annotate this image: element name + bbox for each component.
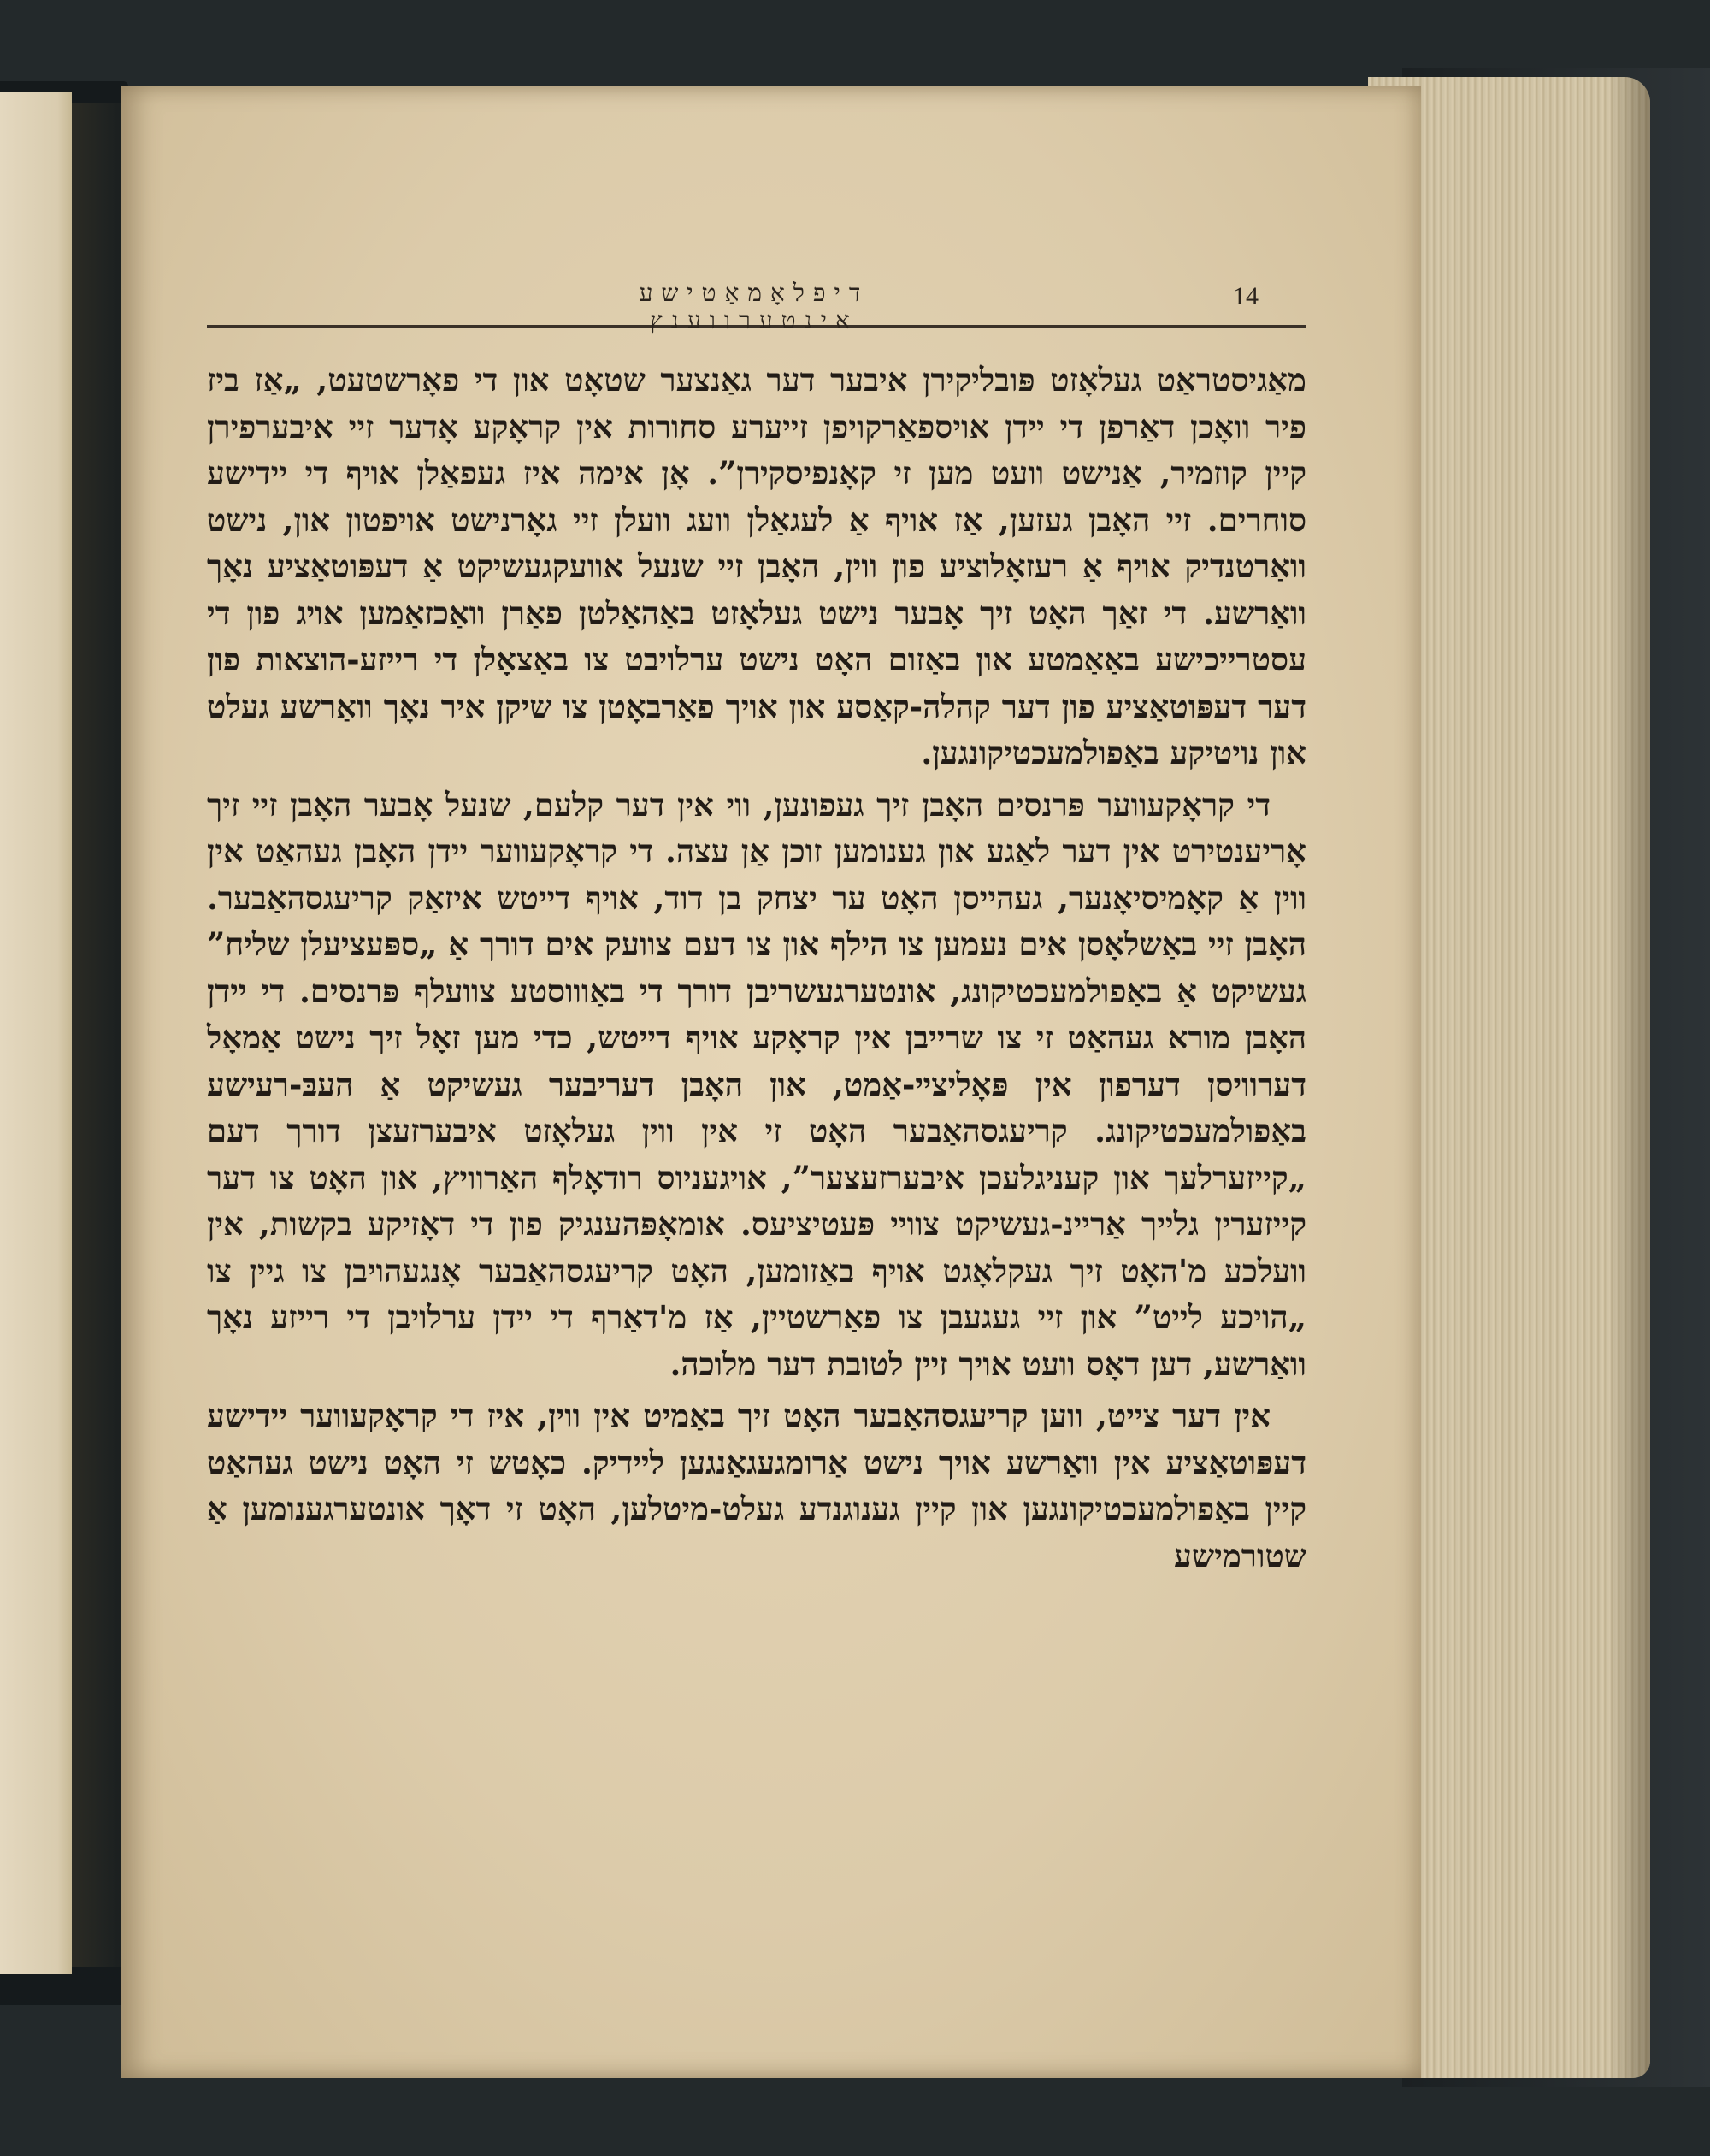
body-text xyxy=(207,357,1306,1579)
facing-page-edge xyxy=(0,92,72,1974)
page-content xyxy=(207,274,1306,1579)
paragraph: די קראָקעווער פּרנסים האָבן זיך געפונען, ווי אין דער קלעם, שנעל אָבער האָבן זיי זיך אָריענטירט אין דער לאַגע און גענומען זוכן אַן עצה. די קראָקעווער יידן האָבן געהאַט אין ווין אַ קאָמיסיאָנער, געהייסן האָט ער יצחק בן דוד, אויף דייטש איזאַק קריעגסהאַבער. האָבן זיי באַשלאָסן אים נעמען צו הילף און צו דעם צוועק אים דורך אַ „ספּעציעלן שליח” געשיקט אַ באַפולמעכטיקונג, אונטערגעשריבן דורך די באַוווסטע צוועלף פּרנסים. די יידן האָבן מורא געהאַט זי צו שרייבן אין קראָקע אויף דייטש, כדי מען זאָל זיך נישט אַמאָל דערוויסן דערפון אין פּאָליצײ-אַמט, און האָבן דעריבער געשיקט אַ העבּ-רעישע באַפולמעכטיקונג. קריעגסהאַבער האָט זי אין ווין געלאָזט איבערזעצן דורך דעם „קייזערלעך און קעניגלעכן איבערזעצער”, אויגעניוס רודאָלף האַרוויץ, און האָט צו דער קייזערין גלייך אַריינ-געשיקט צוויי פּעטיציעס. אומאָפּהענגיק פון די דאָזיקע בקשות, אין וועלכע מ'האָט זיך געקלאָגט אויף באַזומען, האָט קריעגסהאַבער אָנגעהויבן צו גיין צו „הויכע לייט” און זיי געגעבן צו פאַרשטיין, אַז מ'דאַרף די יידן ערלויבן די רייזע נאָך וואַרשע, דען דאָס וועט אויך זיין לטובת דער מלוכה. xyxy=(207,785,1306,1383)
page-number: 14 xyxy=(1233,282,1259,310)
running-header xyxy=(207,274,1306,334)
paragraph: מאַגיסטראַט געלאָזט פּובליקירן איבער דער גאַנצער שטאָט און די פאָרשטעט, „אַז ביז פיר וואָכן דאַרפן די יידן אויספאַרקויפן זייערע סחורות אין קראָקע אָדער זיי איבערפירן קיין קוזמיר, אַנישט וועט מען זי קאָנפיסקירן”. אָן אימה איז געפאַלן אויף די יידישע סוחרים. זיי האָבן געזען, אַז אויף אַ לעגאַלן וועג וועלן זיי גאָרנישט אויפטון און, נישט וואַרטנדיק אויף אַ רעזאָלוציע פון ווין, האָבן זיי שנעל אוועקגעשיקט אַ דעפּוטאַציע נאָך וואַרשע. די זאַך האָט זיך אָבער נישט געלאָזט באַהאַלטן פאַרן וואַכזאַמען אויג פון די עסטרייכישע באַאַמטע און באַזום האָט נישט ערלויבט צו באַצאָלן די רייזע-הוצאות פון דער דעפּוטאַציע פון דער קהלה-קאַסע און אויך פאַרבאָטן צו שיקן איר נאָך וואַרשע געלט און נויטיקע באַפולמעכטיקונגען. xyxy=(207,361,1306,771)
book-page xyxy=(121,86,1421,2078)
running-head-title: דיפלאָמאַטישע אינטערווענץ xyxy=(639,281,870,334)
book-gutter xyxy=(72,103,123,1967)
paragraph: אין דער צייט, ווען קריעגסהאַבער האָט זיך באַמיט אין ווין, איז די קראָקעווער יידישע דעפּוטאַציע אין וואַרשע אויך נישט אַרומגעגאַנגען ליידיק. כאָטש זי האָט נישט געהאַט קיין באַפולמעכטיקונגען און קיין גענוגנדע געלט-מיטלען, האָט זי דאָך אונטערגענומען אַ שטורמישע xyxy=(207,1397,1306,1574)
